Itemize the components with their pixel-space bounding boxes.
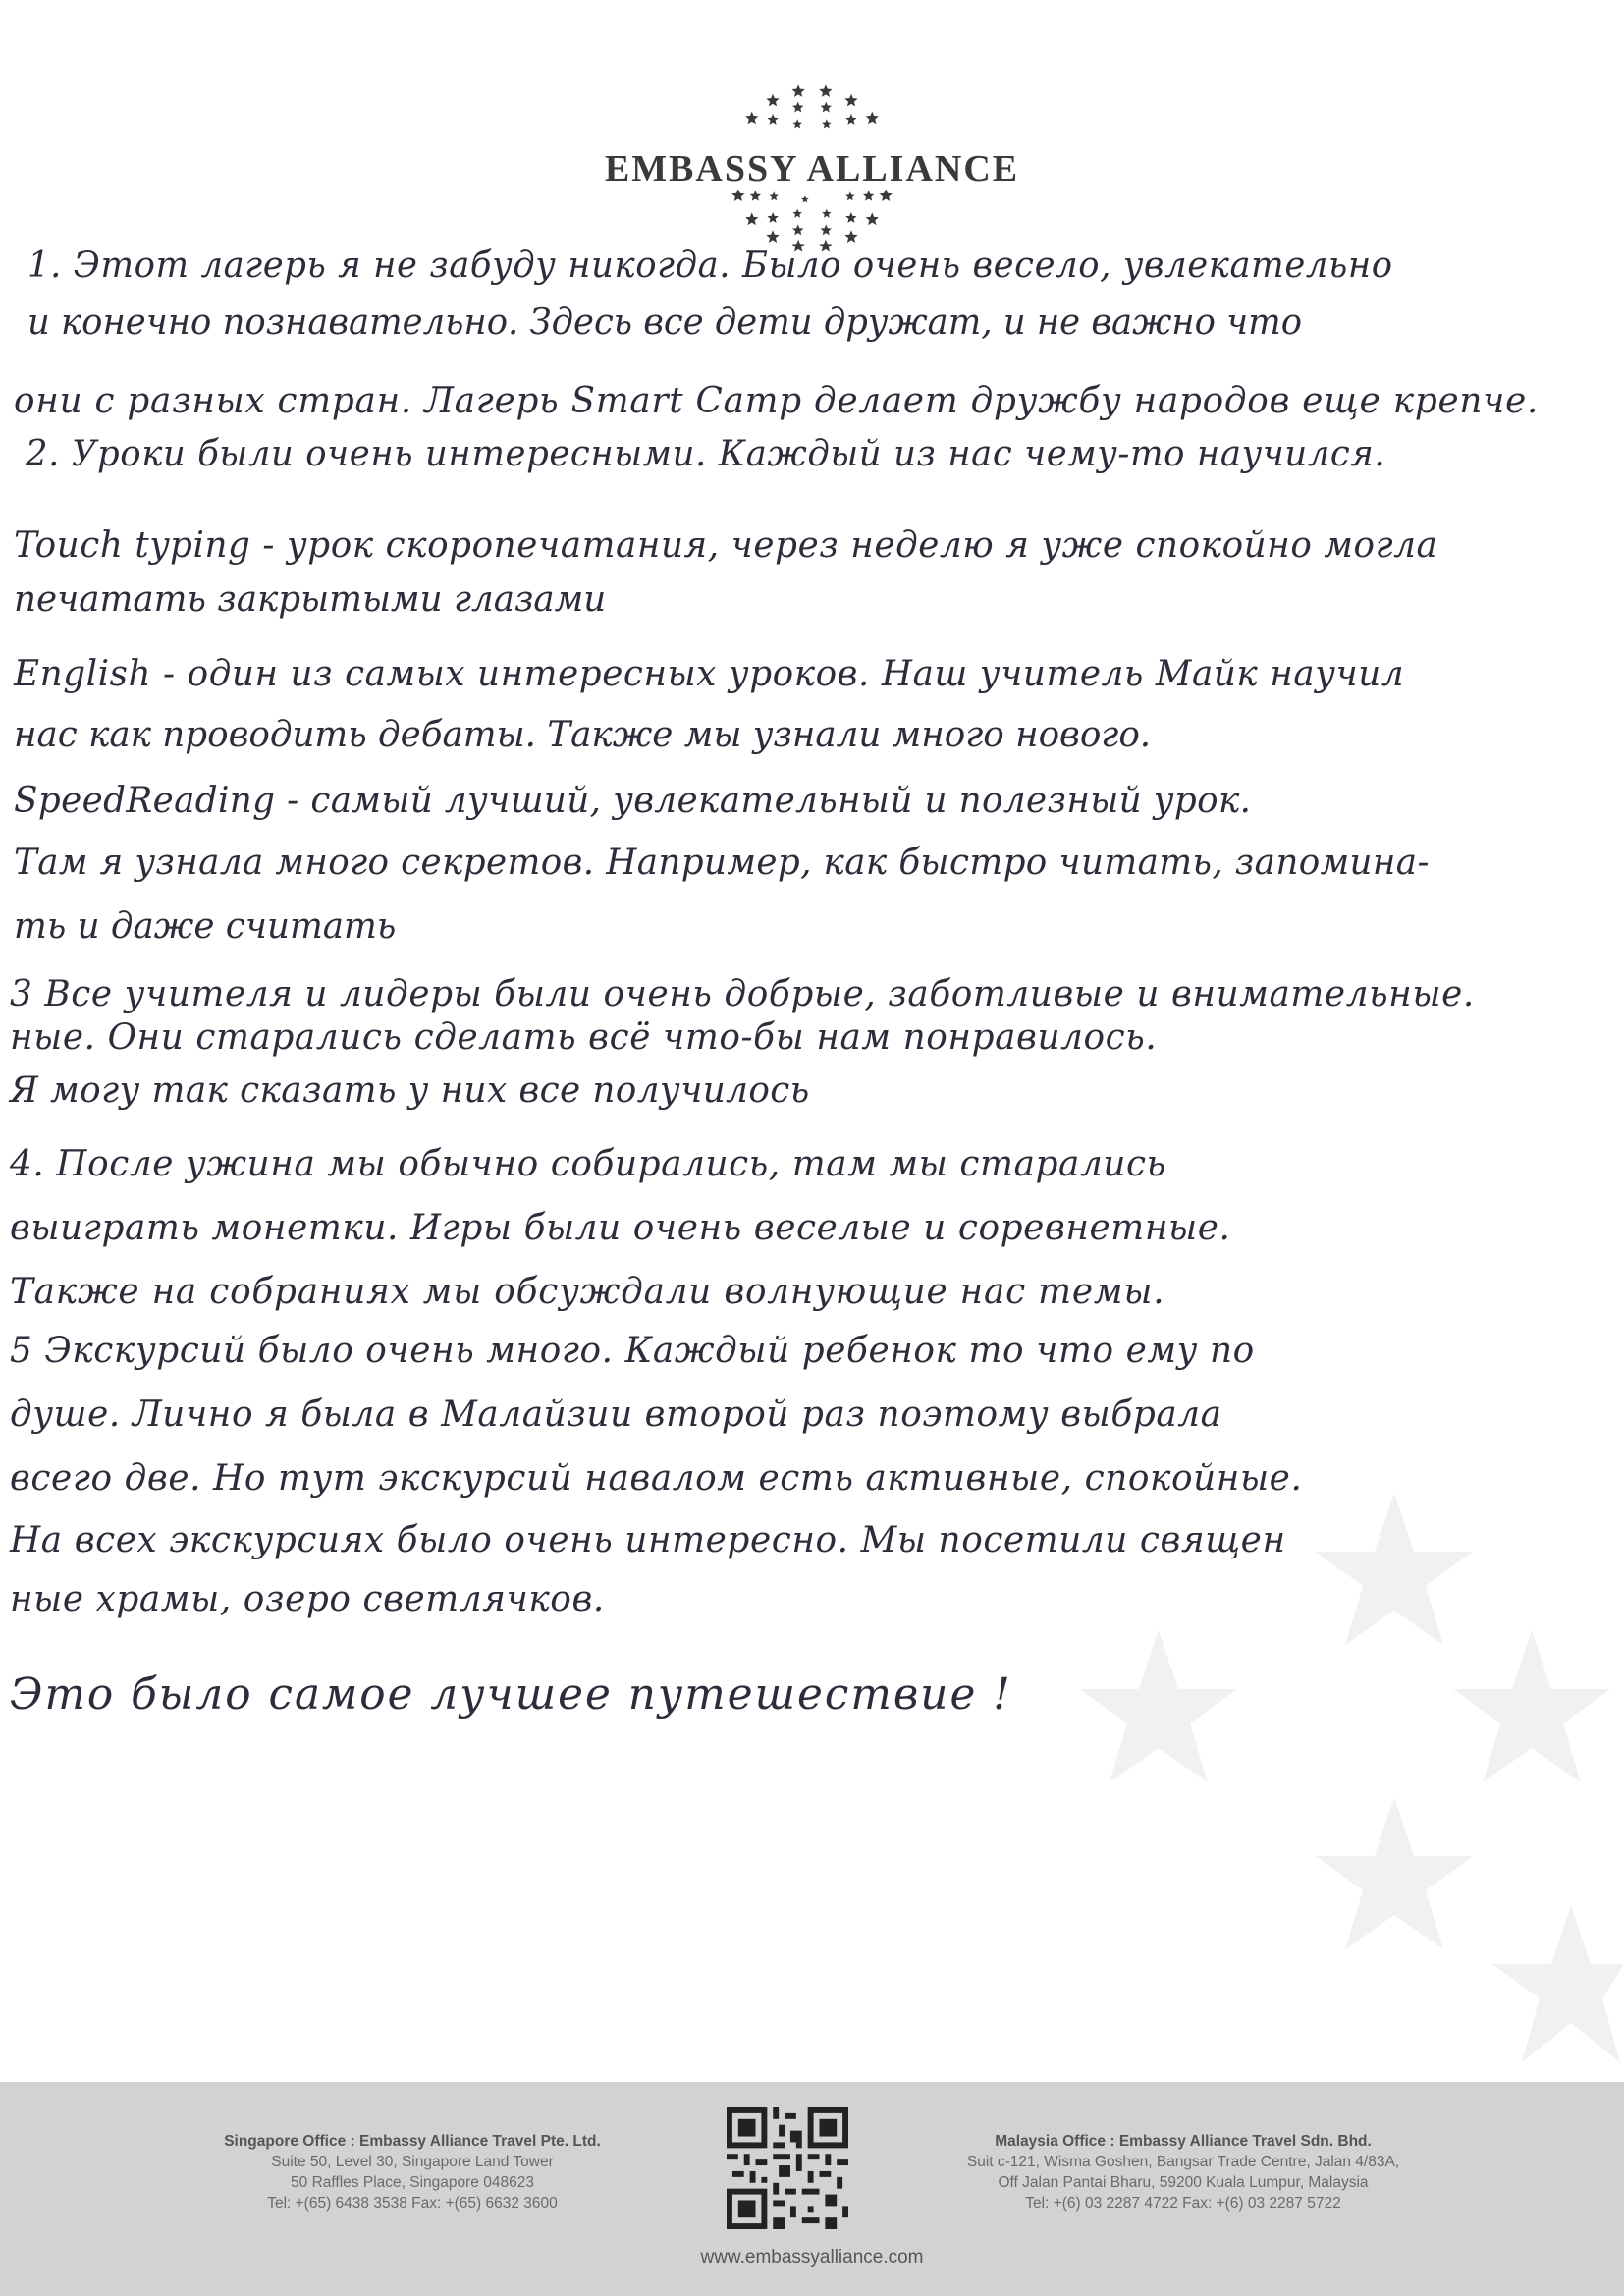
letter-line: English - один из самых интересных уроков. Наш учитель Майк научил [14, 654, 1405, 694]
logo-star [801, 195, 809, 202]
embassy-alliance-logo [0, 69, 1624, 265]
letter-line: На всех экскурсиях было очень интересно. Мы посетили священ [10, 1520, 1286, 1560]
logo-star [745, 212, 758, 225]
letter-line: Также на собраниях мы обсуждали волнующие нас темы. [10, 1272, 1165, 1312]
singapore-office [137, 2131, 687, 2214]
singapore-office-title: Singapore Office : Embassy Alliance Travel Pte. Ltd. [224, 2133, 601, 2150]
logo-star [845, 114, 856, 125]
logo-star [769, 191, 779, 200]
logo-star [731, 189, 744, 201]
website-link[interactable]: www.embassyalliance.com [700, 2247, 924, 2268]
letter-line: Touch typing - урок скоропечатания, через неделю я уже спокойно могла [14, 525, 1438, 566]
letter-line: всего две. Но тут экскурсий навалом есть активные, спокойные. [10, 1458, 1303, 1499]
malaysia-address-line1: Suit c-121, Wisma Goshen, Bangsar Trade Centre, Jalan 4/83A, [966, 2154, 1400, 2170]
letter-line: 3 Все учителя и лидеры были очень добрые, заботливые и внимательные. [10, 974, 1475, 1014]
letter-line: они с разных стран. Лагерь Smart Camp делает дружбу народов еще крепче. [14, 381, 1540, 421]
logo-star [792, 209, 802, 218]
letter-line: ные. Они старались сделать всё что-бы нам понравилось. [10, 1017, 1158, 1058]
letter-line: SpeedReading - самый лучший, увлекательный и полезный урок. [14, 781, 1252, 821]
logo-star [819, 84, 832, 97]
singapore-address-line1: Suite 50, Level 30, Singapore Land Tower [271, 2154, 554, 2170]
malaysia-phones: Tel: +(6) 03 2287 4722 Fax: +(6) 03 2287 5722 [1025, 2195, 1341, 2212]
malaysia-office-title: Malaysia Office : Embassy Alliance Travel Sdn. Bhd. [995, 2133, 1372, 2150]
letter-line: 5 Экскурсий было очень много. Каждый ребенок то что ему по [10, 1331, 1255, 1371]
logo-star [792, 102, 803, 113]
letter-closing-line: Это было самое лучшее путешествие ! [10, 1669, 1012, 1720]
letter-line: 1. Этот лагерь я не забуду никогда. Было очень весело, увлекательно [27, 246, 1393, 286]
letter-line: 4. После ужина мы обычно собирались, там мы старались [10, 1144, 1166, 1184]
letter-line: нас как проводить дебаты. Также мы узнали много нового. [14, 715, 1152, 755]
letter-line: 2. Уроки были очень интересными. Каждый из нас чему-то научился. [26, 434, 1386, 474]
logo-star [766, 94, 779, 107]
letter-line: печатать закрытыми глазами [14, 579, 607, 620]
logo-star [844, 230, 857, 243]
background-stars-watermark [982, 1473, 1624, 2082]
logo-star [767, 114, 778, 125]
letter-line: выиграть монетки. Игры были очень веселые и соревнетные. [10, 1208, 1231, 1248]
malaysia-address-line2: Off Jalan Pantai Bharu, 59200 Kuala Lumpur, Malaysia [998, 2174, 1369, 2191]
logo-star [767, 212, 778, 223]
letterhead-footer [0, 2082, 1624, 2296]
logo-star [844, 94, 857, 107]
letter-line: Там я узнала много секретов. Например, как быстро читать, запомина- [14, 843, 1430, 883]
logo-star [863, 191, 874, 201]
logo-star [821, 102, 832, 113]
letter-line: и конечно познавательно. Здесь все дети дружат, и не важно что [27, 302, 1303, 343]
letter-line: Я могу так сказать у них все получилось [10, 1070, 810, 1111]
logo-star [821, 224, 832, 235]
singapore-phones: Tel: +(65) 6438 3538 Fax: +(65) 6632 3600 [267, 2195, 558, 2212]
logo-star [791, 84, 804, 97]
logo-star [845, 212, 856, 223]
logo-star [822, 209, 832, 218]
logo-star [880, 189, 893, 201]
singapore-address-line2: 50 Raffles Place, Singapore 048623 [291, 2174, 534, 2191]
logo-star [792, 119, 802, 128]
logo-star [845, 191, 855, 200]
logo-star [866, 112, 879, 125]
logo-star [766, 230, 779, 243]
letter-line: ть и даже считать [14, 906, 397, 947]
logo-star [750, 191, 761, 201]
letter-line: ные храмы, озеро светлячков. [10, 1579, 605, 1619]
logo-star [792, 224, 803, 235]
logo-star [822, 119, 832, 128]
logo-star [866, 212, 879, 225]
logo-star [745, 112, 758, 125]
brand-name: EMBASSY ALLIANCE [604, 148, 1020, 190]
qr-code-icon [727, 2107, 848, 2229]
letter-line: душе. Лично я была в Малайзии второй раз поэтому выбрала [10, 1394, 1222, 1435]
malaysia-office [908, 2131, 1458, 2214]
